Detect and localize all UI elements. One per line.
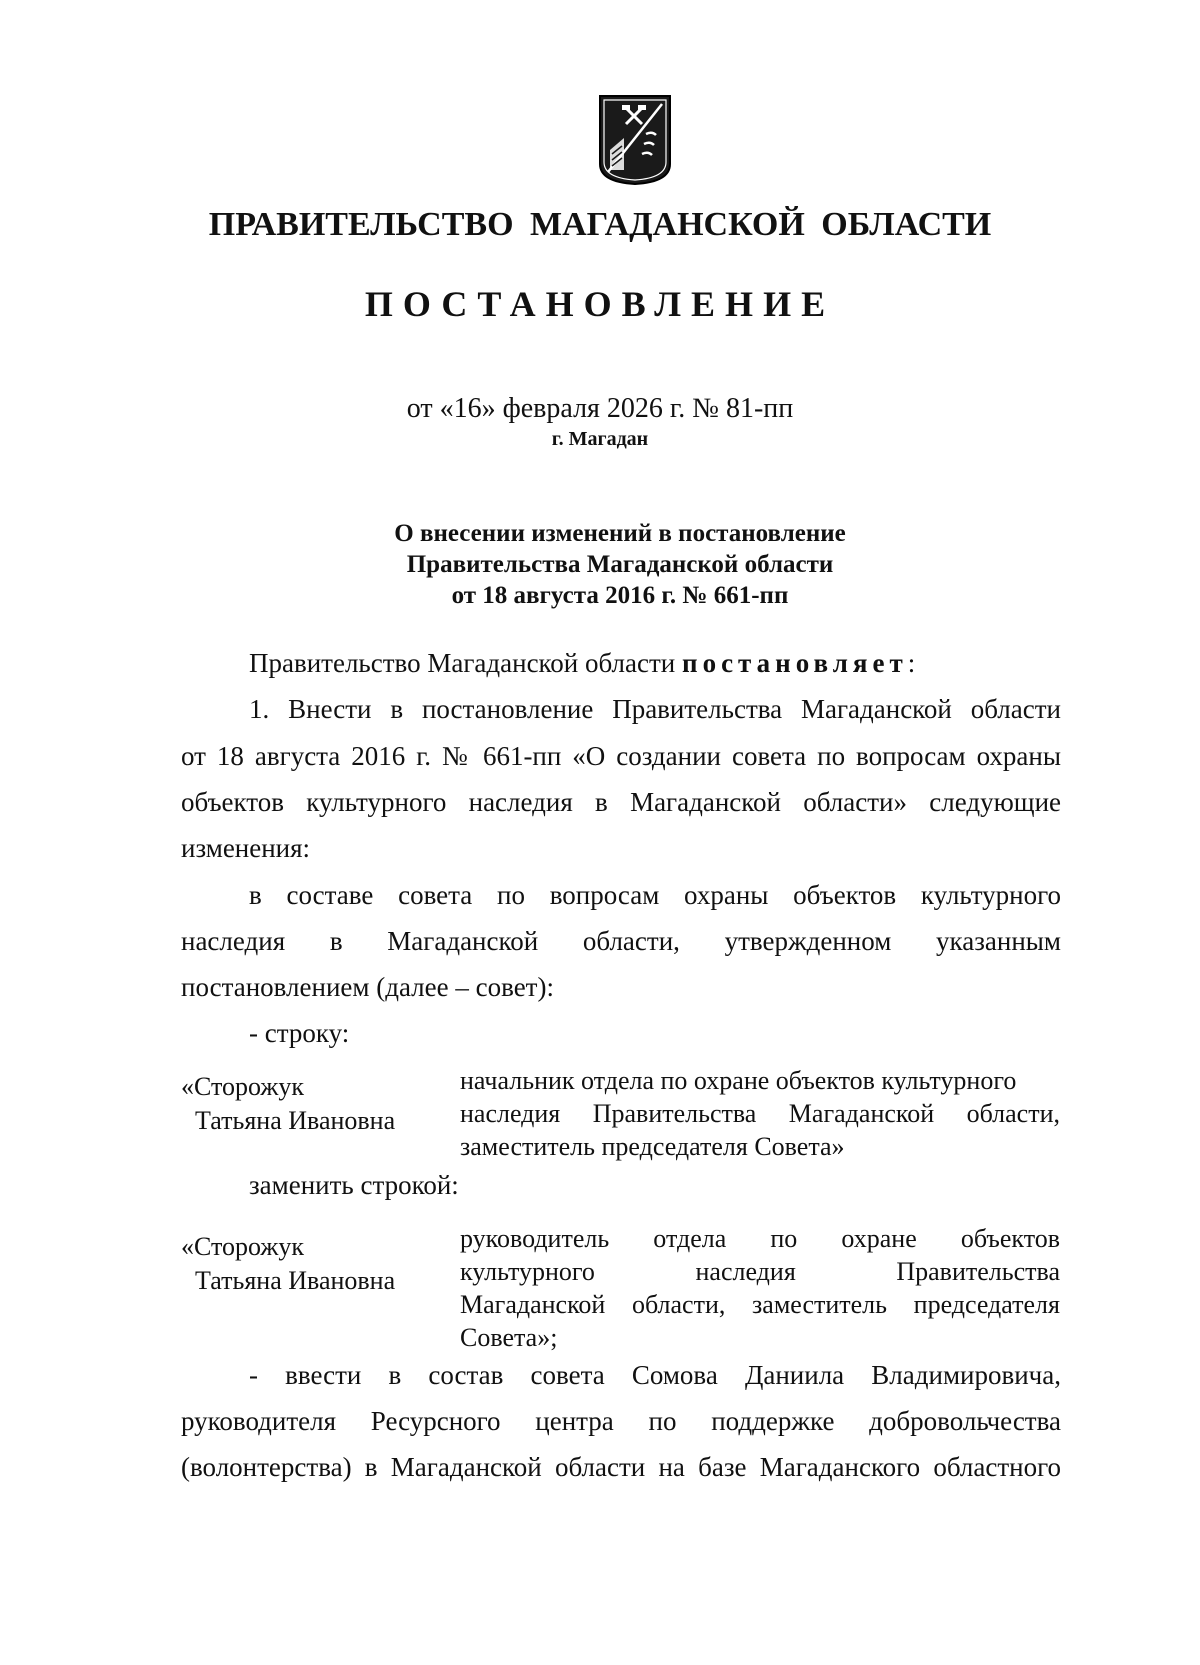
row-label: - строку: — [249, 1018, 350, 1048]
role-line: руководитель отдела по охране объектов — [460, 1224, 1060, 1253]
subject-line: О внесении изменений в постановление — [394, 520, 846, 547]
new-entry-role — [460, 1222, 1060, 1354]
role-line: заместитель председателя Совета» — [460, 1132, 845, 1161]
paragraph-3-line: руководителя Ресурсного центра по поддержке добровольчества — [181, 1406, 1061, 1436]
government-title: ПРАВИТЕЛЬСТВО МАГАДАНСКОЙ ОБЛАСТИ — [208, 206, 992, 243]
intro-paragraph — [249, 648, 1129, 679]
paragraph-3-line: (волонтерства) в Магаданской области на базе Магаданского областного — [181, 1452, 1061, 1482]
document-date-number: от «16» февраля 2026 г. № 81-пп — [406, 393, 794, 424]
document-city: г. Магадан — [551, 428, 649, 450]
paragraph-1-line: объектов культурного наследия в Магаданской области» следующие — [181, 787, 1061, 817]
document-type: ПОСТАНОВЛЕНИЕ — [364, 284, 836, 324]
paragraph-1-line: изменения: — [181, 833, 311, 863]
role-line: культурного наследия Правительства — [460, 1257, 1060, 1286]
subject-line: от 18 августа 2016 г. № 661-пп — [451, 582, 789, 609]
paragraph-1-line: 1. Внести в постановление Правительства Магаданской области — [249, 694, 1061, 724]
role-line: начальник отдела по охране объектов культурного — [460, 1066, 1017, 1095]
role-line: Совета»; — [460, 1323, 558, 1352]
replace-label: заменить строкой: — [249, 1170, 459, 1200]
role-line: наследия Правительства Магаданской области, — [460, 1099, 1060, 1128]
old-entry-role — [460, 1064, 1060, 1163]
new-entry-name: Татьяна Ивановна — [195, 1266, 396, 1295]
role-line: Магаданской области, заместитель председателя — [460, 1290, 1060, 1319]
old-entry-surname: «Сторожук — [181, 1072, 304, 1101]
document-subject — [300, 518, 940, 611]
old-entry-name: Татьяна Ивановна — [195, 1106, 396, 1135]
coat-of-arms-icon — [598, 94, 672, 186]
paragraph-3-line: - ввести в состав совета Сомова Даниила Владимировича, — [249, 1360, 1061, 1390]
intro-prefix: Правительство Магаданской области — [249, 648, 676, 678]
paragraph-2-line: наследия в Магаданской области, утвержденном указанным — [181, 926, 1061, 956]
old-entry-person — [181, 1070, 395, 1138]
intro-verb: постановляет — [682, 648, 908, 678]
paragraph-1-line: от 18 августа 2016 г. № 661-пп «О создании совета по вопросам охраны — [181, 741, 1061, 771]
new-entry-surname: «Сторожук — [181, 1232, 304, 1261]
new-entry-person — [181, 1230, 395, 1298]
subject-line: Правительства Магаданской области — [406, 551, 834, 578]
intro-suffix: : — [907, 648, 916, 678]
paragraph-2-line: постановлением (далее – совет): — [181, 972, 554, 1002]
paragraph-2-line: в составе совета по вопросам охраны объектов культурного — [249, 880, 1061, 910]
